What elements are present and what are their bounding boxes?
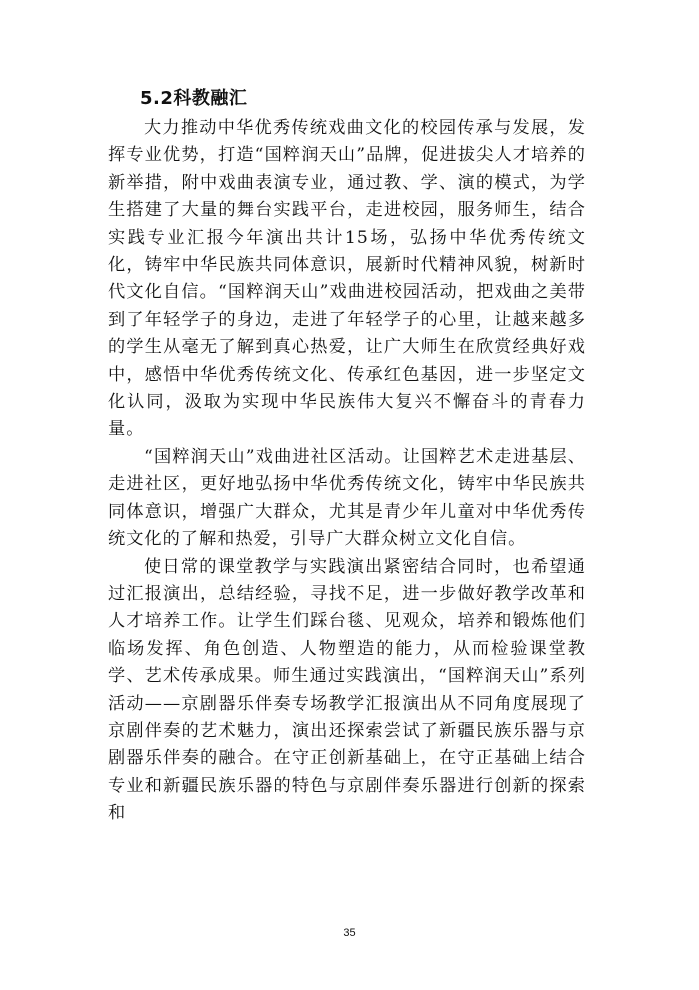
paragraph-community-opera: “国粹润天山”戏曲进社区活动。让国粹艺术走进基层、走进社区，更好地弘扬中华优秀传统文化，铸牢中华民族共同体意识，增强广大群众，尤其是青少年儿童对中华优秀传统文化的了解和热爱，引导广大群众树立文化自信。 [108,446,586,550]
body-text [108,115,586,828]
paragraph-teaching-practice: 使日常的课堂教学与实践演出紧密结合同时，也希望通过汇报演出，总结经验，寻找不足，进一步做好教学改革和人才培养工作。让学生们踩台毯、见观众，培养和锻炼他们临场发挥、角色创造、人物塑造的能力，从而检验课堂教学、艺术传承成果。师生通过实践演出，“国粹润天山”系列活动——京剧器乐伴奏专场教学汇报演出从不同角度展现了京剧伴奏的艺术魅力，演出还探索尝试了新疆民族乐器与京剧器乐伴奏的融合。在守正创新基础上，在守正基础上结合专业和新疆民族乐器的特色与京剧伴奏乐器进行创新的探索和 [108,556,586,824]
page-number: 35 [343,927,356,939]
paragraph-campus-opera: 大力推动中华优秀传统戏曲文化的校园传承与发展，发挥专业优势，打造“国粹润天山”品牌，促进拔尖人才培养的新举措，附中戏曲表演专业，通过教、学、演的模式，为学生搭建了大量的舞台实践平台，走进校园，服务师生，结合实践专业汇报今年演出共计15场，弘扬中华优秀传统文化，铸牢中华民族共同体意识，展新时代精神风貌，树新时代文化自信。“国粹润天山”戏曲进校园活动，把戏曲之美带到了年轻学子的身边，走进了年轻学子的心里，让越来越多的学生从毫无了解到真心热爱，让广大师生在欣赏经典好戏中，感悟中华优秀传统文化、传承红色基因，进一步坚定文化认同，汲取为实现中华民族伟大复兴不懈奋斗的青春力量。 [108,118,586,440]
section-heading: 5.2科教融汇 [140,88,248,109]
